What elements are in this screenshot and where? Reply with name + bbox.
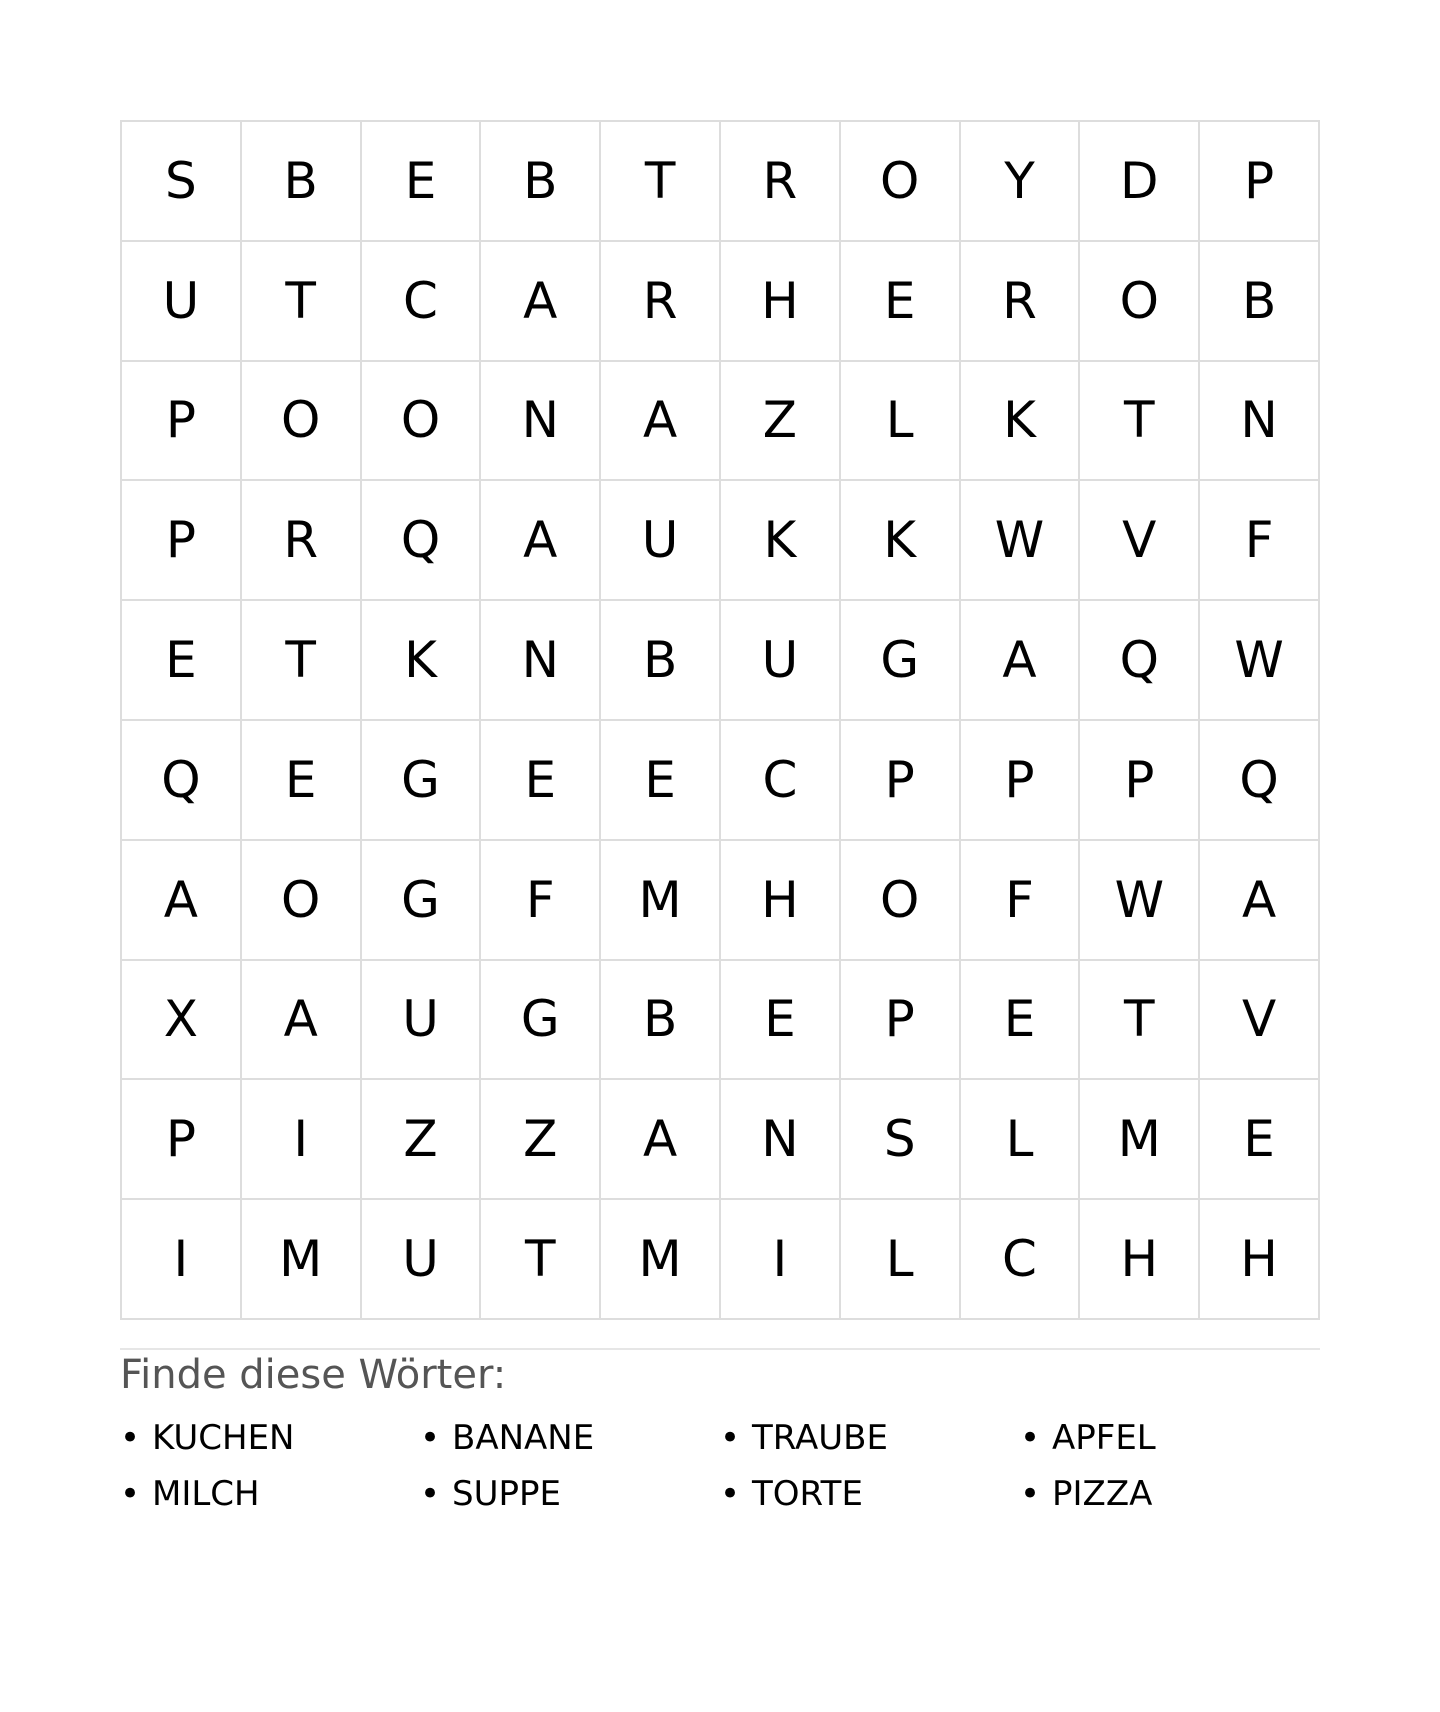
grid-cell[interactable]: N <box>721 1080 841 1200</box>
grid-cell[interactable]: W <box>1200 601 1320 721</box>
grid-cell[interactable]: Z <box>362 1080 482 1200</box>
grid-cell[interactable]: Q <box>122 721 242 841</box>
grid-cell[interactable]: U <box>122 242 242 362</box>
word-list-item <box>1020 1466 1320 1522</box>
grid-cell[interactable]: A <box>1200 841 1320 961</box>
grid-cell[interactable]: Y <box>961 122 1081 242</box>
grid-cell[interactable]: E <box>601 721 721 841</box>
grid-cell[interactable]: A <box>961 601 1081 721</box>
grid-cell[interactable]: P <box>122 362 242 482</box>
grid-cell[interactable]: N <box>481 601 601 721</box>
grid-cell[interactable]: E <box>961 961 1081 1081</box>
grid-cell[interactable]: K <box>362 601 482 721</box>
grid-cell[interactable]: V <box>1080 481 1200 601</box>
grid-cell[interactable]: T <box>481 1200 601 1320</box>
grid-cell[interactable]: M <box>601 1200 721 1320</box>
grid-cell[interactable]: T <box>601 122 721 242</box>
grid-cell[interactable]: G <box>362 721 482 841</box>
word-list-item <box>120 1466 420 1522</box>
grid-cell[interactable]: R <box>242 481 362 601</box>
grid-cell[interactable]: Q <box>362 481 482 601</box>
word-search-grid <box>120 120 1320 1320</box>
word-list-heading: Finde diese Wörter: <box>120 1352 507 1398</box>
word-label: MILCH <box>152 1474 260 1514</box>
grid-cell[interactable]: C <box>721 721 841 841</box>
grid-cell[interactable]: T <box>1080 362 1200 482</box>
grid-cell[interactable]: B <box>1200 242 1320 362</box>
grid-cell[interactable]: B <box>601 961 721 1081</box>
grid-cell[interactable]: F <box>1200 481 1320 601</box>
grid-cell[interactable]: P <box>1200 122 1320 242</box>
grid-cell[interactable]: O <box>242 841 362 961</box>
word-label: KUCHEN <box>152 1418 295 1458</box>
grid-cell[interactable]: R <box>961 242 1081 362</box>
bullet-icon: • <box>420 1418 441 1458</box>
grid-cell[interactable]: C <box>362 242 482 362</box>
grid-cell[interactable]: A <box>601 362 721 482</box>
word-label: PIZZA <box>1052 1474 1153 1514</box>
grid-cell[interactable]: R <box>601 242 721 362</box>
grid-cell[interactable]: V <box>1200 961 1320 1081</box>
grid-cell[interactable]: A <box>242 961 362 1081</box>
grid-cell[interactable]: B <box>601 601 721 721</box>
word-list-item <box>1020 1410 1320 1466</box>
grid-cell[interactable]: T <box>1080 961 1200 1081</box>
grid-cell[interactable]: H <box>1080 1200 1200 1320</box>
grid-cell[interactable]: O <box>841 122 961 242</box>
bullet-icon: • <box>120 1418 141 1458</box>
word-list-item <box>720 1466 1020 1522</box>
grid-cell[interactable]: C <box>961 1200 1081 1320</box>
grid-cell[interactable]: U <box>362 1200 482 1320</box>
grid-cell[interactable]: L <box>841 1200 961 1320</box>
grid-cell[interactable]: E <box>122 601 242 721</box>
grid-cell[interactable]: F <box>481 841 601 961</box>
grid-cell[interactable]: U <box>362 961 482 1081</box>
bullet-icon: • <box>420 1474 441 1514</box>
grid-cell[interactable]: P <box>961 721 1081 841</box>
grid-cell[interactable]: G <box>481 961 601 1081</box>
grid-cell[interactable]: N <box>481 362 601 482</box>
grid-cell[interactable]: P <box>841 721 961 841</box>
grid-cell[interactable]: S <box>841 1080 961 1200</box>
grid-cell[interactable]: P <box>1080 721 1200 841</box>
word-label: TORTE <box>752 1474 863 1514</box>
grid-cell[interactable]: E <box>242 721 362 841</box>
bullet-icon: • <box>1020 1474 1041 1514</box>
word-label: APFEL <box>1052 1418 1156 1458</box>
grid-cell[interactable]: G <box>362 841 482 961</box>
grid-cell[interactable]: N <box>1200 362 1320 482</box>
word-list-item <box>120 1410 420 1466</box>
grid-cell[interactable]: M <box>242 1200 362 1320</box>
grid-cell[interactable]: U <box>721 601 841 721</box>
grid-cell[interactable]: I <box>242 1080 362 1200</box>
bullet-icon: • <box>120 1474 141 1514</box>
grid-cell[interactable]: O <box>841 841 961 961</box>
grid-cell[interactable]: K <box>841 481 961 601</box>
grid-cell[interactable]: O <box>1080 242 1200 362</box>
word-list-item <box>420 1410 720 1466</box>
grid-cell[interactable]: W <box>1080 841 1200 961</box>
grid-cell[interactable]: K <box>721 481 841 601</box>
grid-cell[interactable]: F <box>961 841 1081 961</box>
bullet-icon: • <box>720 1418 741 1458</box>
grid-cell[interactable]: P <box>122 1080 242 1200</box>
grid-cell[interactable]: A <box>481 242 601 362</box>
grid-cell[interactable]: A <box>601 1080 721 1200</box>
word-label: TRAUBE <box>752 1418 888 1458</box>
grid-cell[interactable]: A <box>122 841 242 961</box>
grid-cell[interactable]: Q <box>1200 721 1320 841</box>
grid-cell[interactable]: M <box>601 841 721 961</box>
grid-cell[interactable]: B <box>242 122 362 242</box>
grid-cell[interactable]: T <box>242 242 362 362</box>
grid-cell[interactable]: B <box>481 122 601 242</box>
grid-cell[interactable]: E <box>481 721 601 841</box>
grid-cell[interactable]: E <box>841 242 961 362</box>
grid-cell[interactable]: I <box>122 1200 242 1320</box>
grid-cell[interactable]: T <box>242 601 362 721</box>
grid-cell[interactable]: H <box>721 841 841 961</box>
grid-cell[interactable]: O <box>242 362 362 482</box>
bullet-icon: • <box>720 1474 741 1514</box>
grid-cell[interactable]: E <box>1200 1080 1320 1200</box>
grid-cell[interactable]: O <box>362 362 482 482</box>
grid-cell[interactable]: G <box>841 601 961 721</box>
word-list-item <box>720 1410 1020 1466</box>
word-label: SUPPE <box>452 1474 561 1514</box>
word-list <box>120 1410 1320 1522</box>
grid-cell[interactable]: X <box>122 961 242 1081</box>
grid-cell[interactable]: Z <box>721 362 841 482</box>
grid-cell[interactable]: L <box>841 362 961 482</box>
grid-cell[interactable]: E <box>721 961 841 1081</box>
grid-cell[interactable]: H <box>1200 1200 1320 1320</box>
grid-cell[interactable]: Q <box>1080 601 1200 721</box>
grid-cell[interactable]: I <box>721 1200 841 1320</box>
grid-cell[interactable]: P <box>122 481 242 601</box>
grid-cell[interactable]: K <box>961 362 1081 482</box>
word-list-item <box>420 1466 720 1522</box>
grid-cell[interactable]: W <box>961 481 1081 601</box>
grid-cell[interactable]: M <box>1080 1080 1200 1200</box>
grid-cell[interactable]: S <box>122 122 242 242</box>
word-label: BANANE <box>452 1418 595 1458</box>
grid-cell[interactable]: P <box>841 961 961 1081</box>
bullet-icon: • <box>1020 1418 1041 1458</box>
grid-cell[interactable]: H <box>721 242 841 362</box>
grid-cell[interactable]: E <box>362 122 482 242</box>
grid-cell[interactable]: U <box>601 481 721 601</box>
grid-cell[interactable]: R <box>721 122 841 242</box>
grid-cell[interactable]: A <box>481 481 601 601</box>
grid-cell[interactable]: D <box>1080 122 1200 242</box>
grid-cell[interactable]: Z <box>481 1080 601 1200</box>
grid-cell[interactable]: L <box>961 1080 1081 1200</box>
